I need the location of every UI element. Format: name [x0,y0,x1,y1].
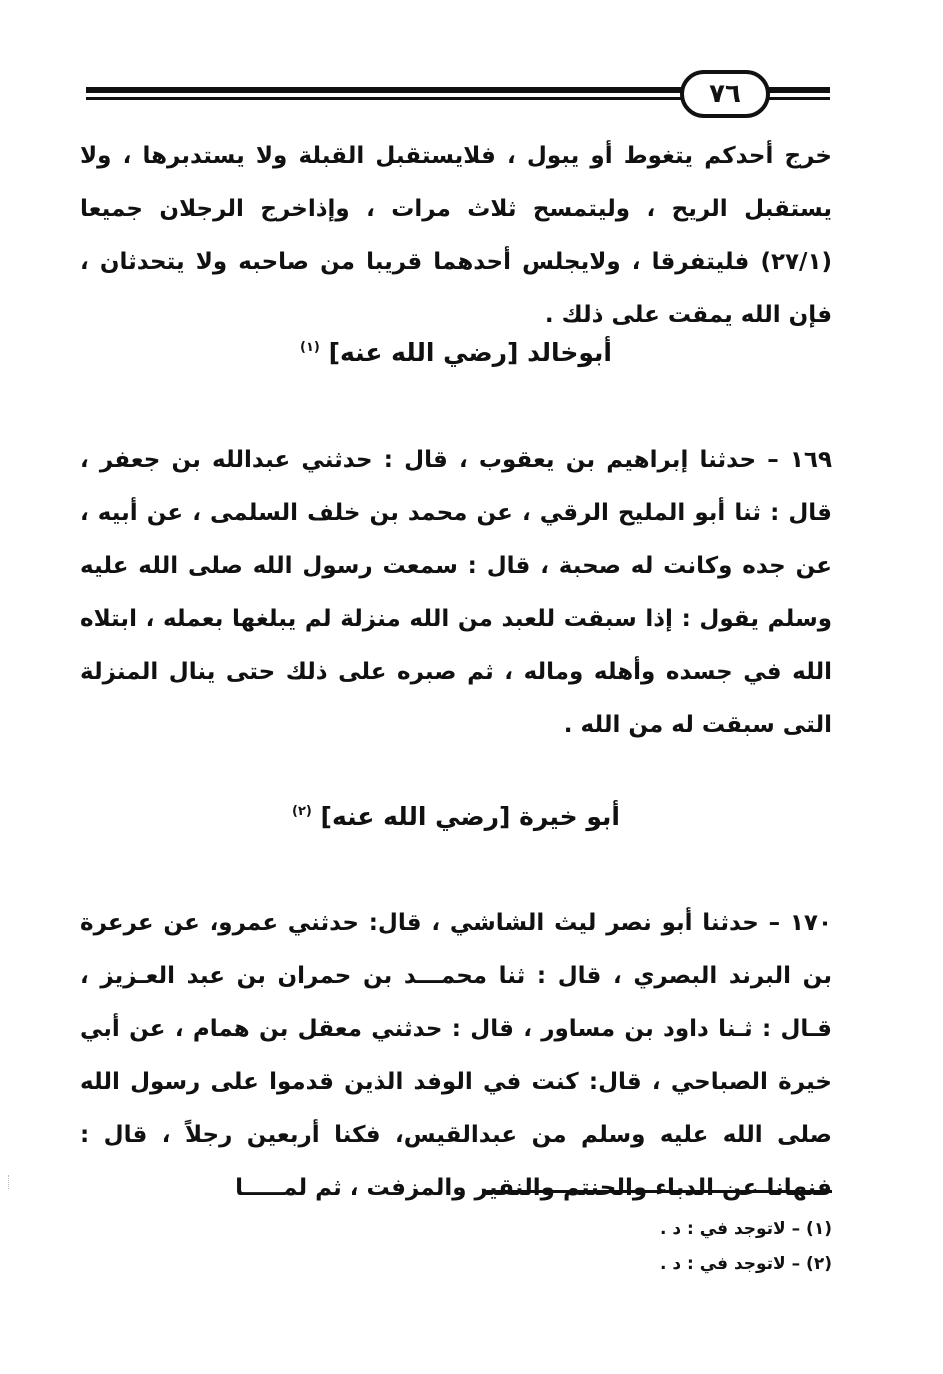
footnotes [480,1212,832,1282]
footnote-item: (١) – لاتوجد في : د . [659,1219,832,1239]
footnote-ref: (١) [300,340,320,355]
footnote-item: (٢) – لاتوجد في : د . [659,1254,832,1274]
header-rule-left [86,87,682,100]
footnote-ref: (٢) [291,804,312,819]
hadith-169-paragraph: ١٦٩ – حدثنا إبراهيم بن يعقوب ، قال : حدثني عبدالله بن جعفر ، قال : ثنا أبو المليح الرقي ، عن محمد بن خلف السلمى ، عن أبيه ، عن جده وكانت له صحبة ، قال : سمعت رسول الله صلى الله عليه وسلم يقول : إذا سبقت للعبد من الله منزلة لم يبلغها بعمله ، ابتلاه الله في جسده وأهله وماله ، ثم صبره على ذلك حتى ينال المنزلة التى سبقت له من الله . [80,447,832,738]
hadith-170-paragraph: ١٧٠ – حدثنا أبو نصر ليث الشاشي ، قال: حدثني عمرو، عن عرعرة بن البرند البصري ، قال : ثنا محمـــد بن حمران بن عبد العـزيز ، قـال : ثـنا داود بن مساور ، قال : حدثني معقل بن همام ، عن أبي خيرة الصباحي ، قال: كنت في الوفد الذين قدموا على رسول الله صلى الله عليه وسلم من عبدالقيس، فكنا أربعين رجلاً ، قال : فنهانا عن الدباء والحنتم والنقير والمزفت ، ثم لمـــــا [80,910,832,1201]
section-heading-text: أبو خيرة [رضي الله عنه] [320,802,620,831]
section-heading-text: أبوخالد [رضي الله عنه] [328,338,612,367]
section-heading-abu-khayra [80,802,832,831]
section-heading-abu-khalid [80,338,832,367]
header-rule-right [768,87,830,100]
margin-mark [8,1175,12,1189]
footnote-divider [482,1190,832,1193]
top-paragraph: خرج أحدكم يتغوط أو يبول ، فلايستقبل القبلة ولا يستدبرها ، ولا يستقبل الريح ، وليتمسح ثلاث مرات ، وإذاخرج الرجلان جميعا (٢٧/١) فليتفرقا ، ولايجلس أحدهما قريبا من صاحبه ولا يتحدثان ، فإن الله يمقت على ذلك . [80,143,832,328]
page-number: ٧٦ [680,70,770,118]
